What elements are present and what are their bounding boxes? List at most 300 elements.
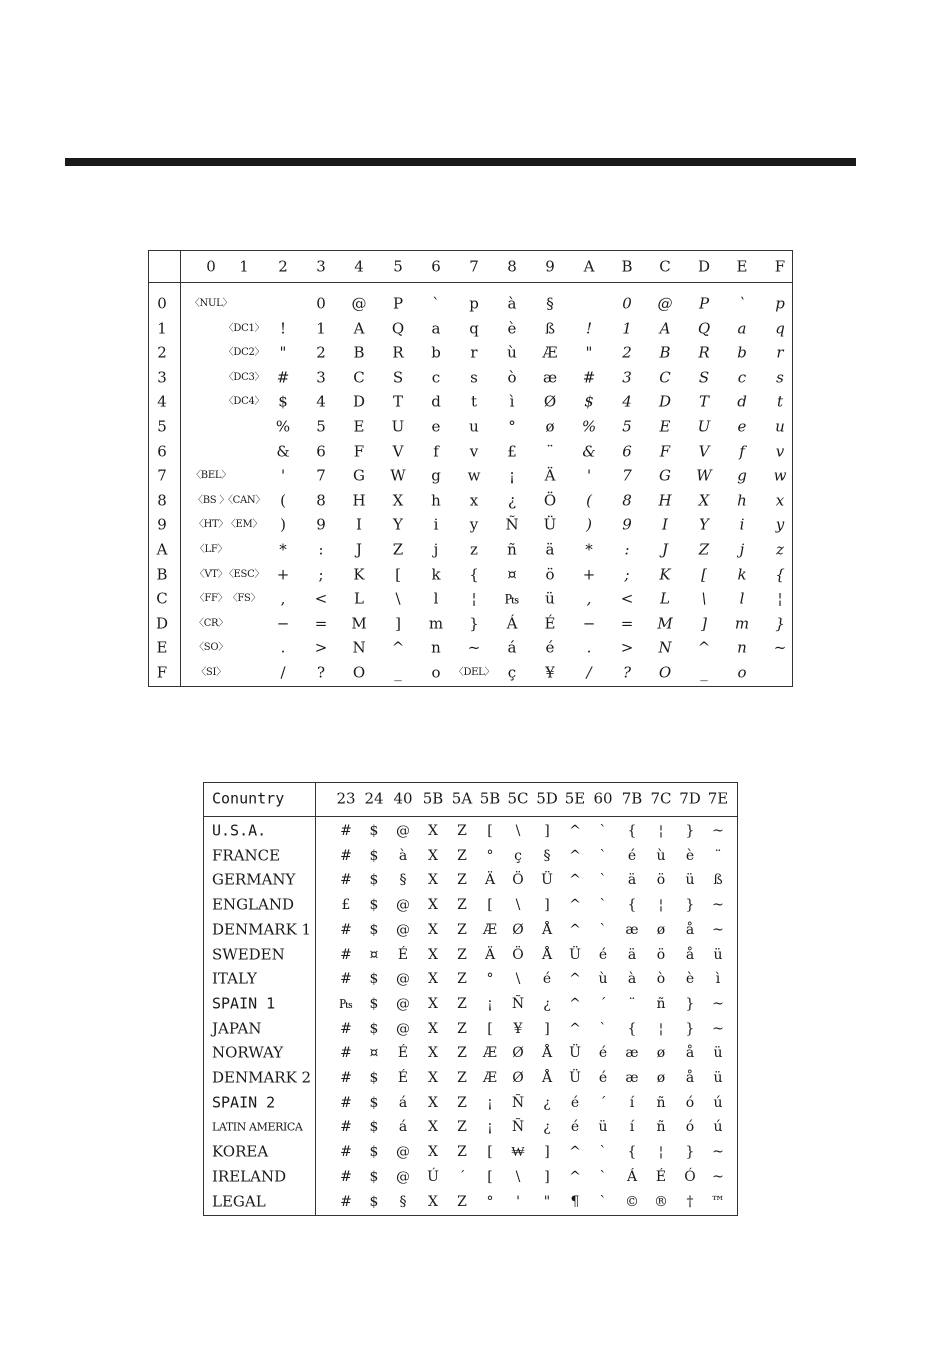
char-cell: J — [355, 540, 363, 559]
country-char-cell: í — [629, 1094, 635, 1111]
char-cell: A — [659, 319, 671, 338]
country-char-cell: Æ — [482, 1045, 498, 1062]
country-char-cell: ö — [656, 946, 666, 963]
char-cell: t — [470, 392, 478, 411]
country-char-cell: { — [627, 823, 637, 839]
country-char-cell: Ñ — [511, 1119, 525, 1136]
char-cell: \ — [395, 589, 401, 608]
country-char-cell: å — [685, 946, 695, 963]
char-cell: ò — [507, 368, 517, 387]
code-header: 5C — [507, 789, 529, 808]
country-char-cell: ¦ — [658, 897, 664, 914]
country-char-cell: ñ — [656, 995, 666, 1012]
char-cell: 4 — [316, 392, 326, 411]
country-char-cell: ~ — [712, 897, 724, 914]
country-char-cell: # — [340, 946, 352, 963]
country-char-cell: ñ — [656, 1119, 666, 1136]
country-char-cell: Å — [541, 946, 553, 963]
char-cell: ß — [544, 319, 556, 338]
char-cell: 8 — [622, 491, 632, 510]
char-cell: } — [775, 614, 785, 633]
country-char-cell: ` — [599, 823, 607, 839]
country-char-cell: ] — [544, 1168, 550, 1185]
country-char-cell: ® — [654, 1193, 668, 1210]
column-header-4: 4 — [354, 257, 364, 276]
country-char-cell: $ — [369, 1168, 379, 1185]
country-char-cell: Ú — [427, 1168, 439, 1185]
char-cell: Z — [392, 540, 404, 559]
char-cell: I — [356, 515, 362, 534]
char-cell: . — [280, 638, 286, 657]
char-cell: 9 — [316, 515, 326, 534]
char-cell: [ — [701, 565, 707, 584]
char-cell: R — [698, 343, 710, 362]
char-cell: u — [469, 417, 479, 436]
country-char-cell: } — [685, 995, 695, 1012]
char-cell: ) — [280, 515, 286, 534]
country-char-cell: $ — [369, 1144, 379, 1161]
char-cell: æ — [542, 368, 558, 387]
char-cell: y — [469, 515, 479, 534]
char-cell: ( — [586, 491, 592, 510]
char-cell: O — [352, 663, 366, 682]
code-header: 5B — [479, 789, 501, 808]
country-char-cell: ^ — [569, 1020, 581, 1037]
country-char-cell: ` — [599, 1168, 607, 1185]
char-cell: ¿ — [507, 491, 517, 510]
international-character-table — [203, 782, 738, 1216]
country-char-cell: $ — [369, 847, 379, 864]
code-header: 7B — [621, 789, 643, 808]
char-cell: Y — [699, 515, 709, 534]
char-cell: Ñ — [505, 515, 519, 534]
char-cell: > — [620, 638, 634, 657]
char-cell: U — [391, 417, 405, 436]
country-char-cell: ^ — [569, 823, 581, 839]
char-cell: ` — [738, 294, 746, 313]
char-cell: Ö — [543, 491, 557, 510]
char-cell: O — [658, 663, 672, 682]
code-header: 40 — [393, 789, 413, 808]
country-char-cell: X — [428, 971, 438, 988]
country-name: U.S.A. — [212, 821, 267, 840]
country-char-cell: X — [428, 1020, 438, 1037]
country-char-cell: © — [625, 1193, 639, 1210]
char-cell: ¦ — [777, 589, 783, 608]
country-char-cell: ° — [486, 847, 494, 864]
country-char-cell: ñ — [656, 1094, 666, 1111]
country-char-cell: ₩ — [511, 1144, 525, 1161]
control-code: 〈EM〉 — [225, 519, 263, 531]
country-char-cell: é — [598, 946, 608, 963]
char-cell: 2 — [316, 343, 326, 362]
char-cell: ] — [395, 614, 401, 633]
country-char-cell: ' — [516, 1193, 520, 1210]
char-cell: ! — [279, 319, 287, 338]
control-code: 〈BS 〉 — [193, 494, 229, 506]
char-cell: T — [392, 392, 404, 411]
country-char-cell: Ü — [569, 1070, 581, 1086]
country-name: FRANCE — [212, 846, 281, 865]
char-cell: m — [734, 614, 750, 633]
country-char-cell: # — [340, 823, 352, 839]
char-cell: S — [392, 368, 404, 387]
char-cell: L — [660, 589, 670, 608]
country-char-cell: [ — [487, 897, 493, 914]
country-char-cell: É — [397, 1070, 409, 1086]
country-char-cell: @ — [396, 1020, 410, 1037]
char-cell: $ — [584, 392, 594, 411]
row-header-3: 3 — [157, 368, 167, 387]
country-char-cell: é — [570, 1119, 580, 1136]
char-cell: B — [659, 343, 671, 362]
country-char-cell: ] — [544, 1144, 550, 1161]
column-header-b: B — [621, 257, 633, 276]
country-char-cell: \ — [515, 823, 521, 839]
char-cell: ä — [545, 540, 555, 559]
country-char-cell: $ — [369, 1193, 379, 1210]
char-cell: v — [469, 442, 479, 461]
country-char-cell: § — [543, 847, 551, 864]
char-cell: ? — [622, 663, 632, 682]
char-cell: $ — [278, 392, 288, 411]
country-char-cell: # — [340, 872, 352, 889]
table-header-divider — [204, 816, 737, 817]
char-cell: ^ — [391, 638, 405, 657]
country-char-cell: Ü — [569, 946, 581, 963]
row-header-b: B — [156, 565, 168, 584]
country-char-cell: æ — [625, 1070, 639, 1086]
country-char-cell: é — [598, 1045, 608, 1062]
country-char-cell: Z — [457, 823, 467, 839]
char-cell: ö — [545, 565, 555, 584]
country-char-cell: $ — [369, 1020, 379, 1037]
char-cell: = — [314, 614, 328, 633]
country-char-cell: Z — [457, 1020, 467, 1037]
country-char-cell: # — [340, 1193, 352, 1210]
char-cell: o — [737, 663, 747, 682]
char-cell: b — [431, 343, 441, 362]
char-cell: c — [737, 368, 747, 387]
country-char-cell: $ — [369, 995, 379, 1012]
country-char-cell: Ñ — [511, 1094, 525, 1111]
country-char-cell: ] — [544, 1020, 550, 1037]
char-cell: : — [624, 540, 630, 559]
control-code: 〈DC2〉 — [223, 347, 265, 359]
country-char-cell: ¦ — [658, 1020, 664, 1037]
char-cell: , — [280, 589, 286, 608]
country-char-cell: { — [627, 897, 637, 914]
char-cell: & — [582, 442, 596, 461]
table-row-label-divider — [180, 251, 181, 686]
country-char-cell: ¿ — [543, 995, 551, 1012]
country-char-cell: æ — [625, 921, 639, 938]
country-char-cell: ° — [486, 971, 494, 988]
country-char-cell: ü — [713, 1045, 723, 1062]
char-cell: p — [469, 294, 479, 313]
country-char-cell: Z — [457, 971, 467, 988]
country-char-cell: ` — [599, 897, 607, 914]
country-char-cell: è — [685, 847, 695, 864]
country-char-cell: ¨ — [628, 995, 636, 1012]
column-header-9: 9 — [545, 257, 555, 276]
char-cell: − — [582, 614, 596, 633]
country-char-cell: X — [428, 1193, 438, 1210]
country-char-cell: [ — [487, 1168, 493, 1185]
char-cell: X — [698, 491, 710, 510]
column-header-a: A — [583, 257, 595, 276]
column-header-3: 3 — [316, 257, 326, 276]
country-char-cell: ~ — [712, 1020, 724, 1037]
country-char-cell: { — [627, 1020, 637, 1037]
country-char-cell: Z — [457, 897, 467, 914]
country-char-cell: ~ — [712, 823, 724, 839]
char-cell: X — [392, 491, 404, 510]
char-cell: ¥ — [545, 663, 555, 682]
char-cell: 9 — [622, 515, 632, 534]
char-cell: i — [433, 515, 439, 534]
char-cell: Q — [391, 319, 405, 338]
country-char-cell: $ — [369, 1119, 379, 1136]
code-header: 5D — [536, 789, 558, 808]
column-header-e: E — [736, 257, 748, 276]
control-code: 〈CR〉 — [194, 617, 228, 629]
country-char-cell: # — [340, 1119, 352, 1136]
country-char-cell: ú — [713, 1119, 723, 1136]
char-cell: r — [470, 343, 478, 362]
char-cell: I — [662, 515, 668, 534]
char-cell: l — [433, 589, 439, 608]
char-cell: H — [658, 491, 672, 510]
country-char-cell: @ — [396, 971, 410, 988]
char-cell: . — [586, 638, 592, 657]
char-cell: − — [276, 614, 290, 633]
control-code: 〈VT〉 — [194, 568, 228, 580]
country-char-cell: É — [397, 946, 409, 963]
country-char-cell: Z — [457, 1070, 467, 1086]
country-char-cell: á — [398, 1094, 408, 1111]
control-code: 〈DC4〉 — [223, 396, 265, 408]
country-char-cell: # — [340, 847, 352, 864]
char-cell: U — [697, 417, 711, 436]
column-header-8: 8 — [507, 257, 517, 276]
country-char-cell: \ — [515, 971, 521, 988]
country-char-cell: ¥ — [513, 1020, 523, 1037]
country-char-cell: X — [428, 921, 438, 938]
country-char-cell: Z — [457, 1119, 467, 1136]
country-char-cell: } — [685, 1144, 695, 1161]
row-header-7: 7 — [157, 466, 167, 485]
char-cell: @ — [351, 294, 367, 313]
row-header-2: 2 — [157, 343, 167, 362]
row-header-a: A — [156, 540, 168, 559]
char-cell: P — [698, 294, 710, 313]
char-cell: ü — [545, 589, 555, 608]
country-char-cell: ~ — [712, 921, 724, 938]
row-header-d: D — [155, 614, 169, 633]
country-char-cell: Z — [457, 872, 467, 889]
code-header: 5B — [422, 789, 444, 808]
char-cell: Ø — [543, 392, 557, 411]
char-cell: b — [737, 343, 747, 362]
control-code: 〈CAN〉 — [222, 494, 266, 506]
country-char-cell: ü — [685, 872, 695, 889]
char-cell: < — [620, 589, 634, 608]
country-char-cell: X — [428, 872, 438, 889]
char-cell: o — [431, 663, 441, 682]
row-header-5: 5 — [157, 417, 167, 436]
country-char-cell: # — [340, 921, 352, 938]
char-cell: x — [469, 491, 479, 510]
country-char-cell: ¡ — [487, 995, 493, 1012]
country-char-cell: [ — [487, 1144, 493, 1161]
country-char-cell: ç — [514, 847, 522, 864]
column-header-5: 5 — [393, 257, 403, 276]
country-char-cell: # — [340, 971, 352, 988]
country-char-cell: ú — [713, 1094, 723, 1111]
country-name: SPAIN 1 — [212, 994, 276, 1013]
char-cell: N — [352, 638, 366, 657]
char-cell: \ — [701, 589, 707, 608]
country-name: KOREA — [212, 1142, 269, 1161]
country-char-cell: @ — [396, 921, 410, 938]
char-cell: ~ — [773, 638, 787, 657]
char-cell: e — [737, 417, 747, 436]
country-name: NORWAY — [212, 1043, 284, 1062]
char-cell: h — [431, 491, 441, 510]
char-cell: E — [659, 417, 671, 436]
country-char-cell: ¡ — [487, 1119, 493, 1136]
country-char-cell: ¶ — [570, 1193, 580, 1210]
country-char-cell: ¤ — [369, 1045, 379, 1062]
char-cell: N — [658, 638, 672, 657]
country-char-cell: X — [428, 1144, 438, 1161]
char-cell: L — [354, 589, 364, 608]
char-cell: Ü — [543, 515, 557, 534]
country-char-cell: £ — [341, 897, 351, 914]
country-char-cell: Ó — [684, 1168, 696, 1185]
country-char-cell: ` — [599, 1020, 607, 1037]
country-char-cell: Z — [457, 1094, 467, 1111]
country-char-cell: á — [398, 1119, 408, 1136]
char-cell: 6 — [316, 442, 326, 461]
char-cell: £ — [507, 442, 517, 461]
char-cell: Q — [697, 319, 711, 338]
control-code: 〈LF〉 — [194, 544, 228, 555]
char-cell: ø — [545, 417, 555, 436]
char-cell: B — [353, 343, 365, 362]
column-header-f: F — [774, 257, 786, 276]
code-header: 5E — [564, 789, 586, 808]
country-char-cell: ^ — [569, 847, 581, 864]
char-cell: [ — [395, 565, 401, 584]
country-char-cell: É — [655, 1168, 667, 1185]
char-cell: 5 — [622, 417, 632, 436]
country-char-cell: @ — [396, 995, 410, 1012]
country-char-cell: ü — [713, 946, 723, 963]
country-char-cell: § — [399, 1193, 407, 1210]
char-cell: q — [469, 319, 479, 338]
char-cell: § — [546, 294, 554, 313]
char-cell: f — [433, 442, 439, 461]
country-char-cell: Ø — [512, 921, 524, 938]
country-char-cell: ° — [486, 1193, 494, 1210]
country-char-cell: é — [627, 847, 637, 864]
code-header: 5A — [451, 789, 473, 808]
char-cell: K — [353, 565, 365, 584]
char-cell: g — [737, 466, 747, 485]
char-cell: Æ — [542, 343, 558, 362]
country-char-cell: Z — [457, 921, 467, 938]
country-char-cell: Z — [457, 995, 467, 1012]
country-char-cell: { — [627, 1144, 637, 1161]
column-header-0: 0 — [206, 257, 216, 276]
char-cell: V — [392, 442, 404, 461]
char-cell: ` — [432, 294, 440, 313]
country-char-cell: Z — [457, 1144, 467, 1161]
country-char-cell: Ü — [541, 872, 553, 889]
country-char-cell: " — [543, 1193, 551, 1210]
column-header-d: D — [697, 257, 711, 276]
country-char-cell: X — [428, 847, 438, 864]
country-name: ITALY — [212, 969, 257, 988]
country-column-header: Conuntry — [212, 789, 285, 808]
country-char-cell: Ä — [484, 872, 496, 889]
control-code: 〈DC1〉 — [223, 322, 265, 334]
country-char-cell: X — [428, 1045, 438, 1062]
char-cell: 5 — [316, 417, 326, 436]
row-header-1: 1 — [157, 319, 167, 338]
char-cell: A — [353, 319, 365, 338]
char-cell: ñ — [507, 540, 517, 559]
country-name: ENGLAND — [212, 895, 295, 914]
char-cell: % — [275, 417, 291, 436]
row-header-c: C — [156, 589, 168, 608]
char-cell: ? — [316, 663, 326, 682]
char-cell: Y — [393, 515, 403, 534]
row-header-0: 0 — [157, 294, 167, 313]
country-char-cell: Æ — [482, 921, 498, 938]
country-char-cell: Æ — [482, 1070, 498, 1086]
char-cell: { — [469, 565, 479, 584]
char-cell: P — [392, 294, 404, 313]
char-cell: d — [737, 392, 747, 411]
char-cell: Z — [698, 540, 710, 559]
char-cell: s — [776, 368, 784, 387]
char-cell: x — [775, 491, 785, 510]
row-header-9: 9 — [157, 515, 167, 534]
char-cell: J — [661, 540, 669, 559]
control-code: 〈HT〉 — [193, 519, 229, 531]
country-char-cell: # — [340, 1070, 352, 1086]
country-char-cell: $ — [369, 823, 379, 839]
char-cell: v — [775, 442, 785, 461]
country-char-cell: ä — [627, 872, 637, 889]
country-char-cell: @ — [396, 1168, 410, 1185]
country-char-cell: ^ — [569, 995, 581, 1012]
char-cell: D — [658, 392, 672, 411]
char-cell: T — [698, 392, 710, 411]
country-char-cell: X — [428, 1070, 438, 1086]
char-cell: " — [585, 343, 593, 362]
char-cell: c — [431, 368, 441, 387]
char-cell: è — [507, 319, 517, 338]
country-char-cell: ` — [599, 847, 607, 864]
country-char-cell: [ — [487, 1020, 493, 1037]
country-char-cell: ´ — [599, 995, 607, 1012]
table-country-divider — [315, 783, 316, 1215]
country-char-cell: Ø — [512, 1045, 524, 1062]
